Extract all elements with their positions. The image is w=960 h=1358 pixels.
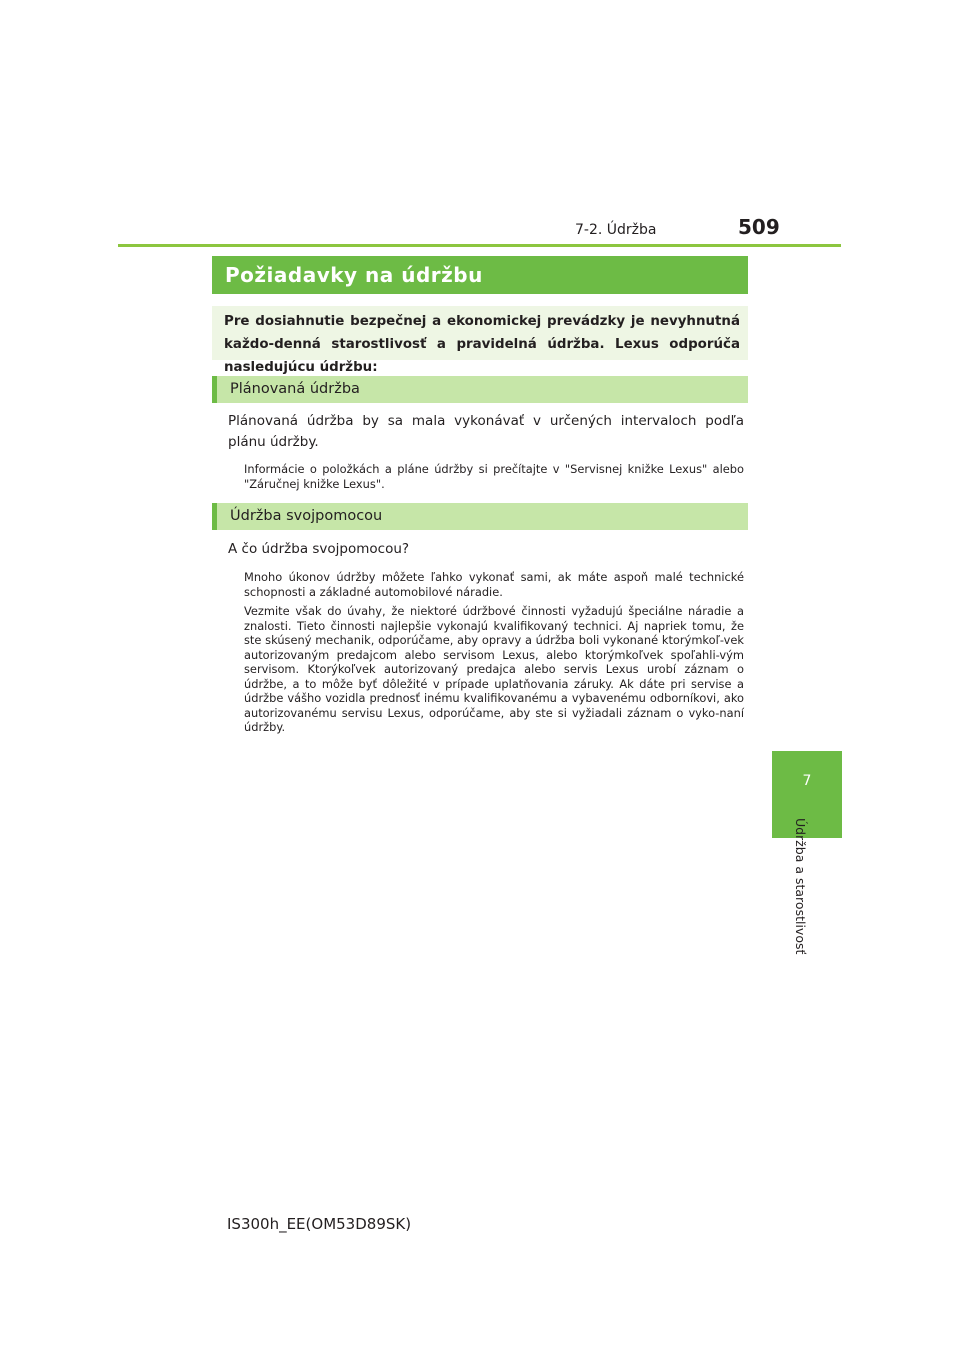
section-heading-diy: Údržba svojpomocou	[212, 503, 748, 530]
main-heading: Požiadavky na údržbu	[212, 256, 748, 294]
chapter-number: 7	[802, 773, 812, 789]
page-number: 509	[738, 215, 780, 239]
diy-note-1: Mnoho úkonov údržby môžete ľahko vykonať sami, ak máte aspoň malé technické schopnosti a základné automobilové náradie.	[244, 570, 744, 599]
section-heading-scheduled: Plánovaná údržba	[212, 376, 748, 403]
chapter-title: Údržba a starostlivosť	[793, 818, 808, 955]
intro-box	[212, 306, 748, 375]
scheduled-paragraph: Plánovaná údržba by sa mala vykonávať v určených intervaloch podľa plánu údržby.	[228, 413, 744, 450]
header-section-title: 7-2. Údržba	[575, 222, 657, 238]
intro-text: Pre dosiahnutie bezpečnej a ekonomickej prevádzky je nevyhnutná každo-denná starostlivosť a pravidelná údržba. Lexus odporúča nasledujúcu údržbu:	[224, 314, 740, 375]
footer-document-code: IS300h_EE(OM53D89SK)	[227, 1215, 412, 1233]
diy-note-2: Vezmite však do úvahy, že niektoré údržbové činnosti vyžadujú špeciálne náradie a znalosti. Tieto činnosti najlepšie vykonajú kvalifikovaný technici. Aj napriek tomu, že ste skúsený mechanik, odporúčame, aby opravy a údržba boli vykonané ktorýmkoľ-vek autorizovaným predajcom alebo servisom Lexus, alebo ktorýmkoľvek spoľahli-vým servisom. Ktorýkoľvek autorizovaný predajca alebo servis Lexus urobí záznam o údržbe, a to môže byť dôležité v prípade uplatňovania záruky. Ak dáte pri servise a údržbe vášho vozidla prednosť inému kvalifikovanému a vybavenému odborníkovi, ako autorizovanému servisu Lexus, odporúčame, aby ste si vyžiadali záznam o vyko-naní údržby.	[244, 604, 744, 734]
scheduled-note: Informácie o položkách a pláne údržby si prečítajte v "Servisnej knižke Lexus" alebo "Záručnej knižke Lexus".	[244, 462, 744, 491]
diy-question: A čo údržba svojpomocou?	[228, 541, 410, 557]
header-divider	[118, 244, 841, 247]
